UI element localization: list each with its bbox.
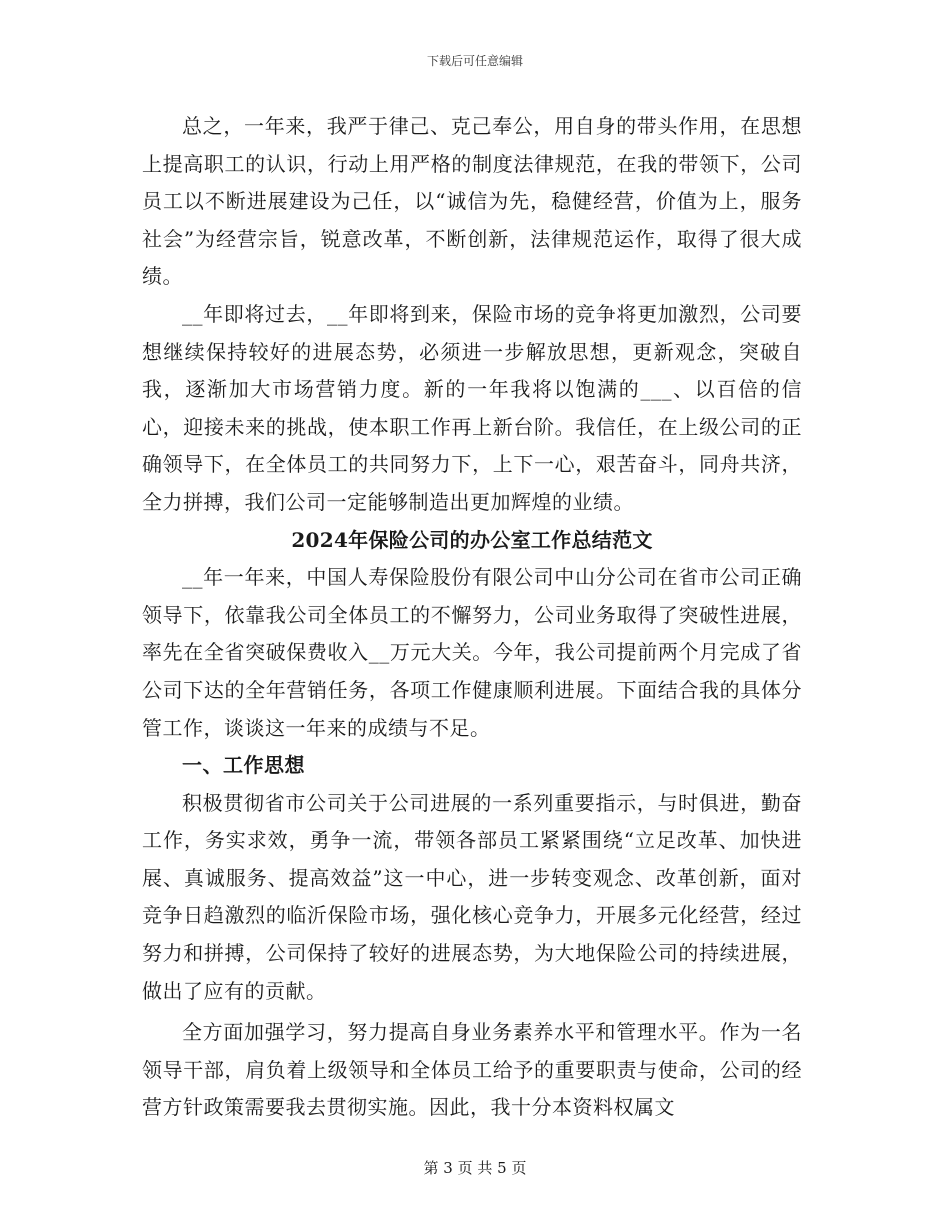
paragraph-work-thought: 积极贯彻省市公司关于公司进展的一系列重要指示，与时俱进，勤奋工作，务实求效，勇争一流，带领各部员工紧紧围绕“立足改革、加快进展、真诚服务、提高效益”这一中心，进一步转变观念、改革创新，面对竞争日趋激烈的临沂保险市场，强化核心竞争力，开展多元化经营，经过努力和拼搏，公司保持了较好的进展态势，为大地保险公司的持续进展，做出了应有的贡献。 [142,790,802,1003]
paragraph-intro: __年一年来，中国人寿保险股份有限公司中山分公司在省市公司正确领导下，依靠我公司全体员工的不懈努力，公司业务取得了突破性进展，率先在全省突破保费收入__万元大关。今年，我公司提前两个月完成了省公司下达的全年营销任务，各项工作健康顺利进展。下面结合我的具体分管工作，谈谈这一年来的成绩与不足。 [142,565,802,740]
paragraph-outlook: __年即将过去，__年即将到来，保险市场的竞争将更加激烈，公司要想继续保持较好的进展态势，必须进一步解放思想，更新观念，突破自我，逐渐加大市场营销力度。新的一年我将以饱满的___、以百倍的信心，迎接未来的挑战，使本职工作再上新台阶。我信任，在上级公司的正确领导下，在全体员工的共同努力下，上下一心，艰苦奋斗，同舟共济，全力拼搏，我们公司一定能够制造出更加辉煌的业绩。 [142,301,802,514]
page-header: 下载后可任意编辑 [426,54,523,68]
document-body [142,108,802,1127]
paragraph-study: 全方面加强学习，努力提高自身业务素养水平和管理水平。作为一名领导干部，肩负着上级领导和全体员工给予的重要职责与使命，公司的经营方针政策需要我去贯彻实施。因此，我十分本资料权属文 [142,1020,802,1120]
document-title: 2024年保险公司的办公室工作总结范文 [291,527,653,552]
section-heading-work-thought: 一、工作思想 [182,753,305,778]
page-footer: 第 3 页 共 5 页 [423,1159,527,1177]
paragraph-summary: 总之，一年来，我严于律己、克己奉公，用自身的带头作用，在思想上提高职工的认识，行动上用严格的制度法律规范，在我的带领下，公司员工以不断进展建设为己任，以“诚信为先，稳健经营，价值为上，服务社会”为经营宗旨，锐意改革，不断创新，法律规范运作，取得了很大成绩。 [142,114,802,289]
